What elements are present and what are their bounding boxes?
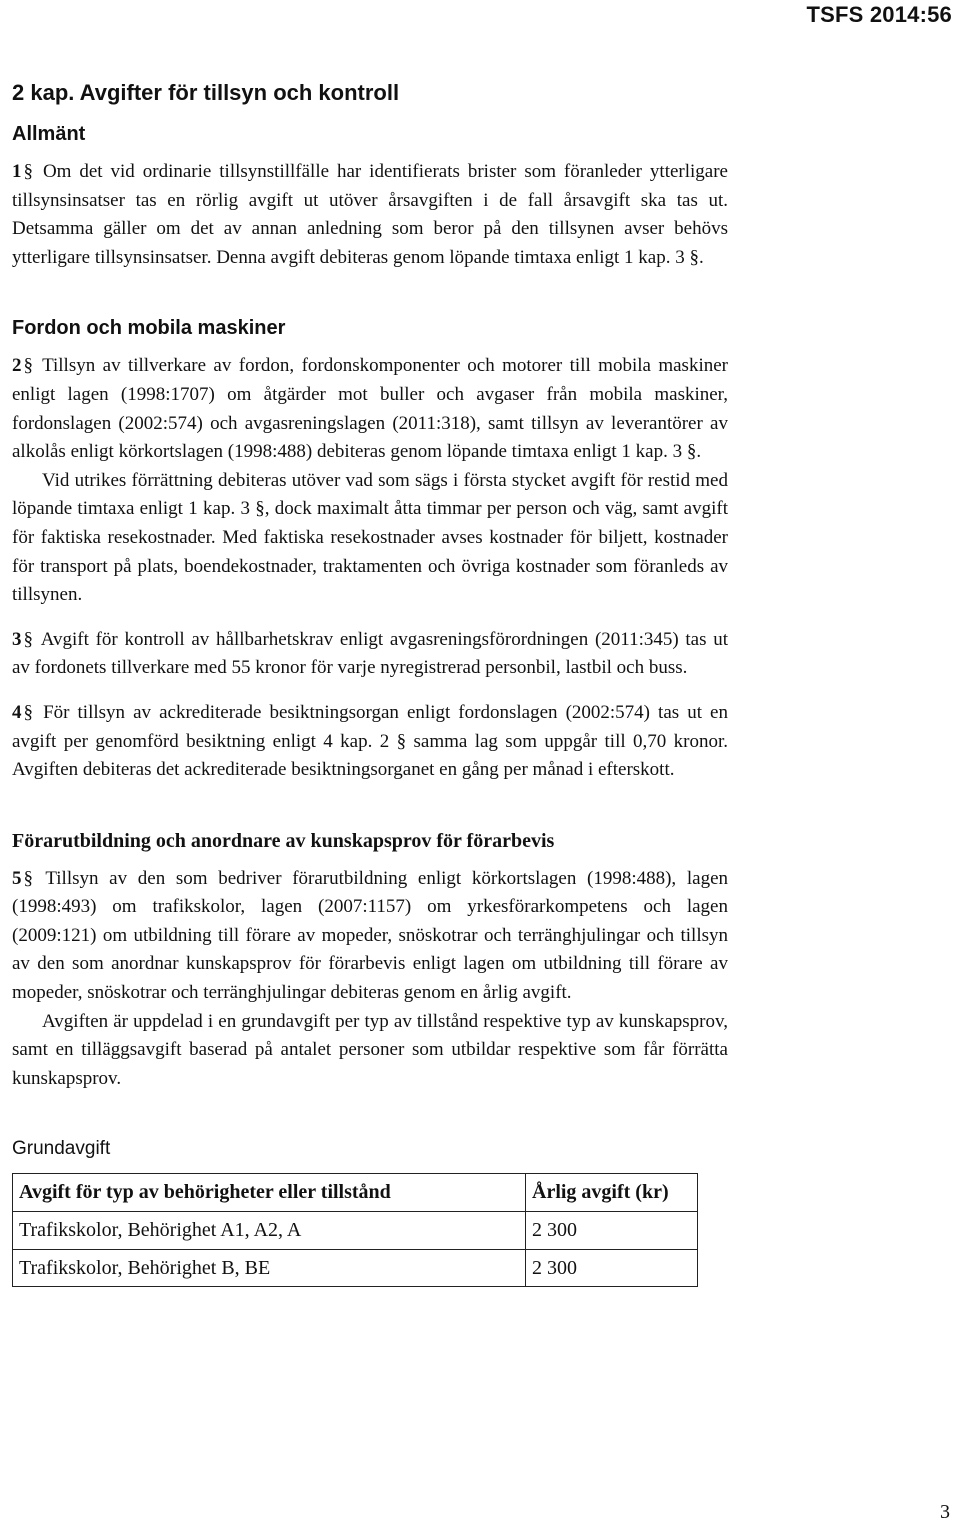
page-number: 3	[940, 1501, 950, 1523]
fee-table	[12, 1173, 698, 1287]
paragraph-text: För tillsyn av ackrediterade besiktningsorgan enligt fordonslagen (2002:574) tas ut en avgift per genomförd besiktning enligt 4 kap. 2 § samma lag som uppgår till 0,70 kronor. Avgiften debiteras det ackrediterade besiktningsorganet en gång per månad i efterskott.	[12, 701, 728, 781]
document-body	[12, 78, 728, 1287]
paragraph-number: 1	[12, 161, 22, 182]
section-heading-forarutbildning: Förarutbildning och anordnare av kunskapsprov för förarbevis	[12, 829, 555, 852]
table-cell: 2 300	[526, 1249, 698, 1287]
paragraph-number: 4	[12, 701, 22, 723]
paragraph-2-second-stycke: Vid utrikes förrättning debiteras utöver vad som sägs i första stycket avgift för restid med löpande timtaxa enligt 1 kap. 3 §, dock maximalt åtta timmar per person och väg, samt avgift för faktiska resekostnader. Med faktiska resekostnader avses kostnader för biljett, kostnader för transport på plats, boendekostnader, traktamenten och övriga kostnader som föranleds av tillsynen.	[12, 469, 728, 606]
chapter-title: 2 kap. Avgifter för tillsyn och kontroll	[12, 80, 400, 105]
paragraph-sign: §	[23, 701, 33, 723]
table-row	[13, 1212, 698, 1250]
table-cell: Trafikskolor, Behörighet A1, A2, A	[13, 1212, 526, 1250]
paragraph-5	[12, 865, 728, 1008]
paragraph-text: Avgift för kontroll av hållbarhetskrav enligt avgasreningsförordningen (2011:345) tas ut av fordonets tillverkare med 55 kronor för varje nyregistrerad personbil, lastbil och buss.	[12, 628, 729, 679]
paragraph-sign: §	[23, 628, 33, 650]
section-heading-fordon: Fordon och mobila maskiner	[12, 317, 286, 340]
table-header-cell: Avgift för typ av behörigheter eller tillstånd	[13, 1174, 526, 1212]
paragraph-text: Tillsyn av tillverkare av fordon, fordonskomponenter och motorer till mobila maskiner enligt lagen (1998:1707) om åtgärder mot buller och avgaser från mobila maskiner, fordonslagen (2002:574) och avgasreningslagen (2011:318), samt tillsyn av leverantörer av alkolås enligt körkortslagen (1998:488) debiteras genom löpande timtaxa enligt 1 kap. 3 §.	[12, 355, 728, 463]
paragraph-3	[12, 626, 728, 683]
paragraph-sign: §	[23, 867, 33, 889]
paragraph-4	[12, 699, 728, 785]
paragraph-text: Om det vid ordinarie tillsynstillfälle har identifierats brister som föranleder ytterligare tillsynsinsatser tas en rörlig avgift ut utöver årsavgiften i de fall årsavgift ska tas ut. Detsamma gäller om det av annan anledning som beror på den tillsynen avser behövs ytterligare tillsynsinsatser. Denna avgift debiteras genom löpande timtaxa enligt 1 kap. 3 §.	[12, 161, 728, 268]
paragraph-number: 2	[12, 355, 22, 377]
paragraph-sign: §	[23, 161, 33, 182]
paragraph-number: 5	[12, 867, 22, 889]
paragraph-number: 3	[12, 628, 22, 650]
table-row	[13, 1249, 698, 1287]
section-heading-grundavgift: Grundavgift	[12, 1138, 111, 1160]
paragraph-1	[12, 158, 728, 272]
document-code: TSFS 2014:56	[806, 2, 952, 27]
table-cell: 2 300	[526, 1212, 698, 1250]
table-header-cell: Årlig avgift (kr)	[526, 1174, 698, 1212]
table-cell: Trafikskolor, Behörighet B, BE	[13, 1249, 526, 1287]
paragraph-text: Tillsyn av den som bedriver förarutbildning enligt körkortslagen (1998:488), lagen (1998:493) om trafikskolor, lagen (2007:1157) om yrkesförarkompetens och lagen (2009:121) om utbildning till förare av mopeder, snöskotrar och terränghjulingar och tillsyn av den som anordnar kunskapsprov för förarbevis enligt lagen om utbildning till förare av mopeder, snöskotrar och terränghjulingar debiteras genom en årlig avgift.	[12, 867, 728, 1004]
paragraph-2	[12, 352, 728, 466]
table-header-row	[13, 1174, 698, 1212]
paragraph-5-second-stycke: Avgiften är uppdelad i en grundavgift per typ av tillstånd respektive typ av kunskapsprov, samt en tilläggsavgift baserad på antalet personer som utbildar respektive som får förrätta kunskapsprov.	[12, 1010, 728, 1089]
section-heading-allmant: Allmänt	[12, 123, 86, 145]
paragraph-sign: §	[23, 355, 33, 377]
